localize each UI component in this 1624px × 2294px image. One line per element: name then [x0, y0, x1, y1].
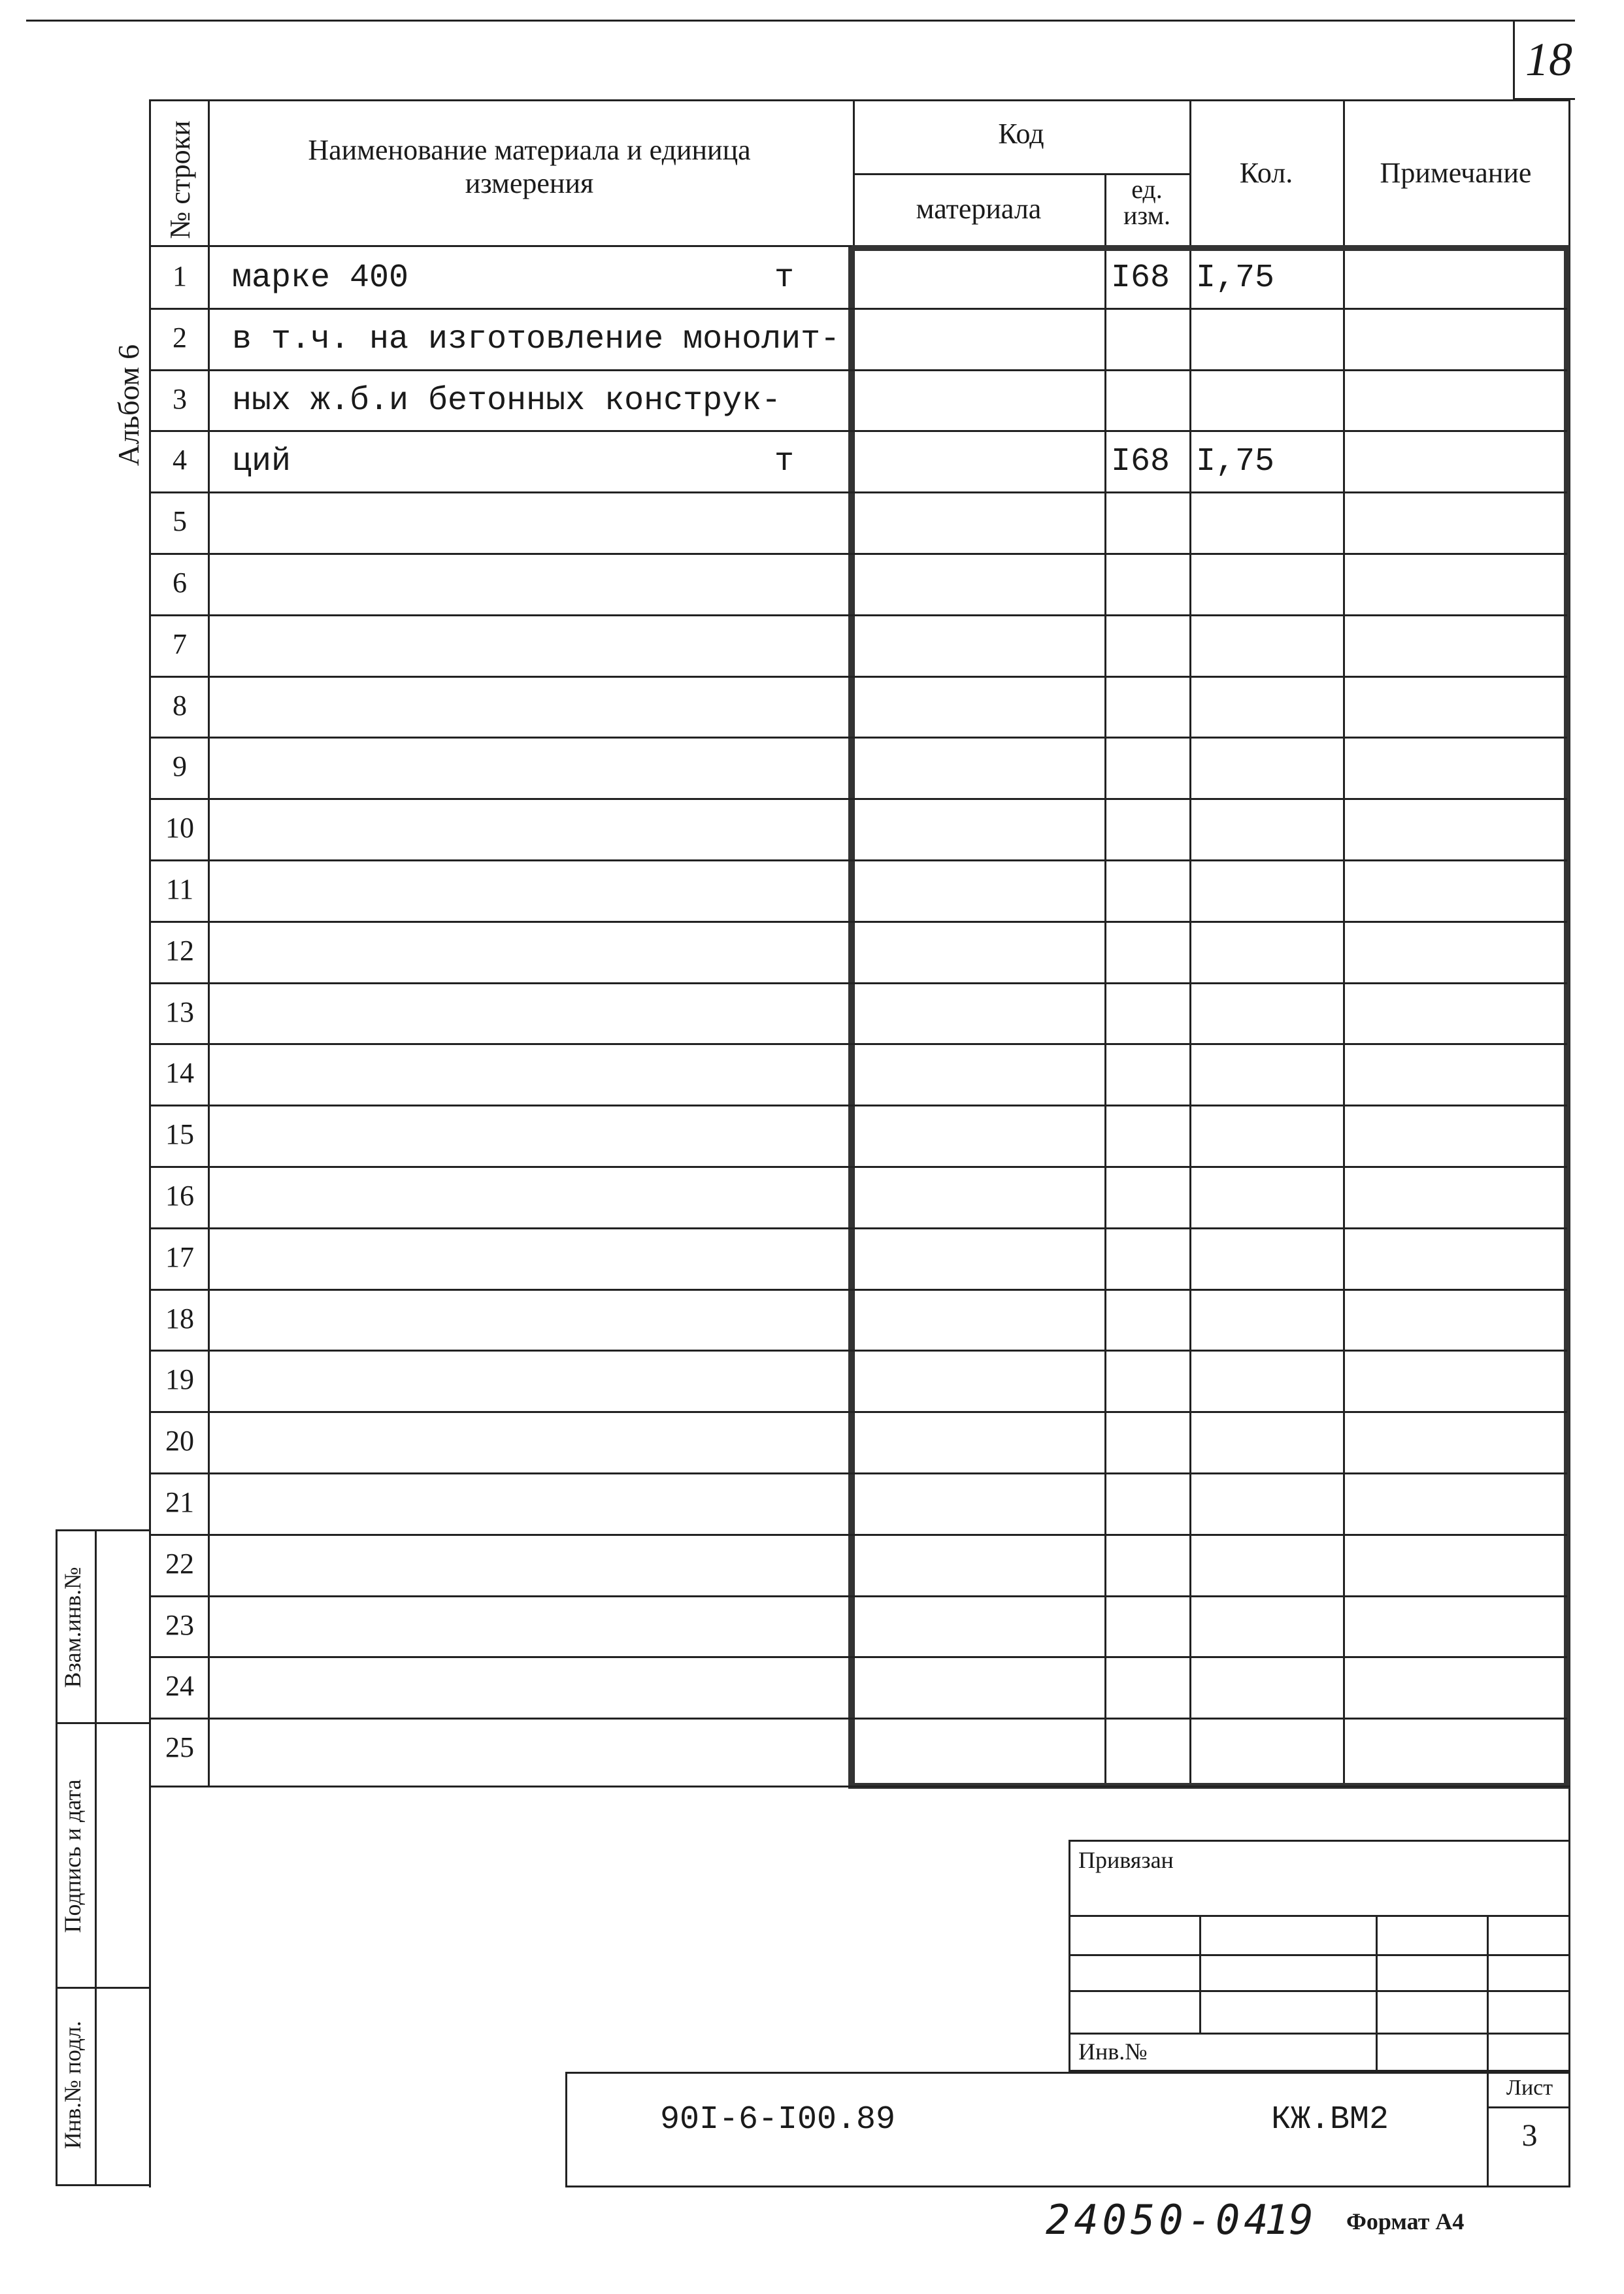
row-name: в т.ч. на изготовление монолит- [232, 320, 840, 358]
row-unit: I68 [1111, 443, 1170, 481]
row-divider [149, 1227, 1567, 1229]
header-qty: Кол. [1239, 157, 1293, 189]
row-number: 21 [165, 1486, 194, 1518]
row-number: 25 [165, 1731, 194, 1764]
tb-line-1 [1069, 1915, 1570, 1917]
row-number: 7 [173, 627, 187, 660]
page-number-box-left [1513, 20, 1515, 101]
row-divider [149, 921, 1567, 923]
row-divider [149, 1350, 1567, 1352]
page-number: 18 [1525, 33, 1572, 86]
row-number: 3 [173, 382, 187, 415]
sheet-number: 3 [1521, 2118, 1538, 2153]
tb-line-2 [1069, 1954, 1570, 1956]
col-code-right [1104, 173, 1106, 1786]
row-divider [149, 1595, 1567, 1597]
row-divider [149, 982, 1567, 984]
replace-inv-label: Взам.инв.№ [59, 1567, 86, 1688]
row-number: 15 [165, 1118, 194, 1151]
row-number: 23 [165, 1608, 194, 1641]
row-divider [149, 1289, 1567, 1291]
row-qty: I,75 [1196, 259, 1275, 297]
row-name: марке 400 [232, 259, 409, 297]
row-divider [149, 859, 1567, 861]
row-number: 19 [165, 1363, 194, 1396]
tb-vline-1 [1199, 1915, 1201, 2033]
sign-date-label: Подпись и дата [59, 1779, 86, 1933]
row-divider [149, 1656, 1567, 1658]
row-number: 12 [165, 934, 194, 967]
row-number: 10 [165, 812, 194, 844]
row-divider [149, 798, 1567, 800]
side-stamp-divider [95, 1529, 97, 2186]
archive-number: 24050-04 [1046, 2196, 1272, 2244]
header-code: Код [998, 118, 1044, 150]
row-qty: I,75 [1196, 443, 1275, 481]
row-number: 4 [173, 444, 187, 476]
col-unit-right [1189, 99, 1191, 1786]
row-divider [149, 614, 1567, 616]
sheet-label: Лист [1506, 2076, 1553, 2100]
row-unit-mark: т [774, 443, 795, 481]
row-number: 8 [173, 689, 187, 722]
doc-mark: КЖ.ВМ2 [1271, 2101, 1389, 2138]
row-divider [149, 308, 1567, 310]
row-number: 18 [165, 1302, 194, 1335]
sheet-label-line [1487, 2106, 1570, 2108]
row-number: 11 [165, 873, 194, 905]
row-number: 2 [173, 321, 187, 354]
doc-code: 90I-6-I00.89 [660, 2101, 896, 2138]
col-num-right [208, 99, 210, 1786]
col-qty-right [1343, 99, 1345, 1786]
row-divider [149, 369, 1567, 371]
side-stamp-line-2 [56, 1987, 151, 1989]
header-note: Примечание [1380, 157, 1532, 189]
row-number: 5 [173, 505, 187, 538]
row-divider [149, 1166, 1567, 1168]
row-number: 16 [165, 1180, 194, 1212]
side-stamp-line-1 [56, 1722, 151, 1724]
row-number: 14 [165, 1057, 194, 1089]
header-top [149, 99, 1570, 101]
row-divider [149, 1718, 1567, 1720]
row-divider [149, 553, 1567, 555]
linked-label: Привязан [1078, 1847, 1174, 1873]
row-divider [149, 1534, 1567, 1536]
row-divider [149, 491, 1567, 493]
tb-vline-2 [1376, 1915, 1378, 2072]
album-label: Альбом 6 [112, 344, 145, 467]
row-divider [149, 1411, 1567, 1413]
header-row-number: № строки [164, 120, 196, 239]
row-divider [149, 1043, 1567, 1045]
row-number: 6 [173, 567, 187, 599]
row-number: 22 [165, 1547, 194, 1580]
thick-top [850, 245, 1568, 251]
header-unit: ед. изм. [1123, 175, 1170, 230]
row-number: 24 [165, 1670, 194, 1703]
thick-right [1564, 245, 1570, 1789]
row-number: 1 [173, 260, 187, 292]
format-label: Формат А4 [1346, 2208, 1465, 2235]
row-divider [149, 430, 1567, 432]
row-divider [149, 1472, 1567, 1474]
row-name: ций [232, 443, 291, 481]
row-divider [149, 737, 1567, 739]
thick-left [848, 245, 854, 1789]
inv-no-label: Инв.№ [1078, 2038, 1148, 2065]
tb-line-4 [1069, 2033, 1570, 2035]
row-name: ных ж.б.и бетонных конструк- [232, 382, 782, 420]
inv-orig-label: Инв.№ подл. [59, 2020, 86, 2150]
row-number: 17 [165, 1240, 194, 1273]
row-unit: I68 [1111, 259, 1170, 297]
header-bottom [149, 245, 852, 247]
row-number: 20 [165, 1425, 194, 1457]
table-bottom [149, 1786, 1570, 1787]
top-border [26, 20, 1575, 22]
row-divider [149, 676, 1567, 678]
row-number: 9 [173, 750, 187, 783]
tb-vline-3 [1487, 1915, 1489, 2072]
tb-line-3 [1069, 1990, 1570, 1992]
row-unit-mark: т [774, 259, 795, 297]
row-number: 13 [165, 995, 194, 1028]
row-divider [149, 1105, 1567, 1106]
archive-sheet: 19 [1265, 2196, 1314, 2244]
header-material: материала [916, 193, 1042, 225]
header-name: Наименование материала и единица измерения [308, 134, 751, 199]
